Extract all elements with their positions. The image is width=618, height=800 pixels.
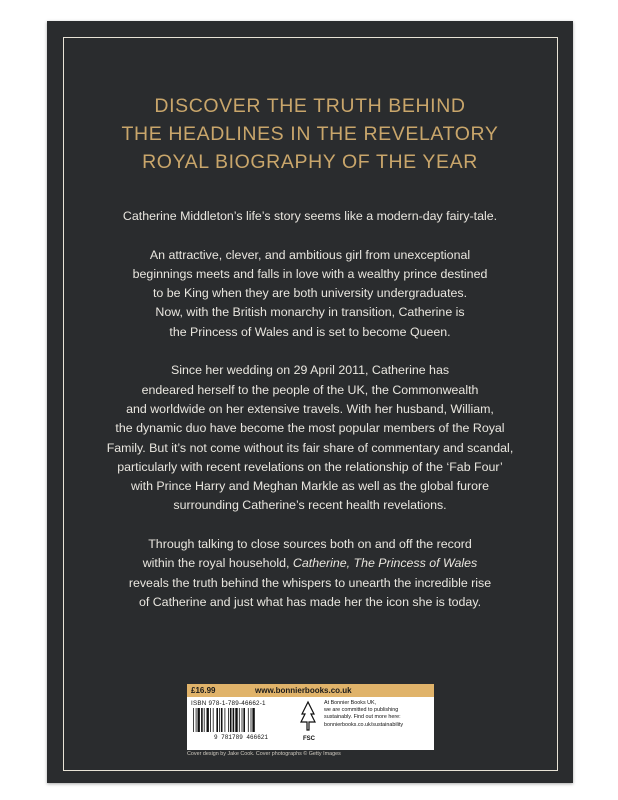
blurb-line: and worldwide on her extensive travels. With her husband, William, <box>126 401 494 416</box>
headline-line: ROYAL BIOGRAPHY OF THE YEAR <box>142 151 478 173</box>
blurb-line: particularly with recent revelations on the relationship of the ‘Fab Four’ <box>117 459 503 474</box>
blurb-line: surrounding Catherine’s recent health revelations. <box>173 498 447 513</box>
blurb-line: the Princess of Wales and is set to become Queen. <box>169 324 451 339</box>
publisher-note <box>324 700 434 729</box>
fsc-tree-icon <box>299 700 317 736</box>
barcode-icon <box>191 708 291 740</box>
blurb <box>71 207 549 632</box>
blurb-text: within the royal household, <box>142 556 293 571</box>
blurb-paragraph-2 <box>71 246 549 342</box>
book-title: Catherine, The Princess of Wales <box>292 556 478 571</box>
publisher-note-line: At Bonnier Books UK, <box>324 700 377 706</box>
publisher-note-line: sustainably. Find out more here: <box>324 714 401 721</box>
blurb-line: Family. But it’s not come without its fair share of commentary and scandal, <box>106 440 514 455</box>
blurb-line: Catherine Middleton’s life’s story seems like a modern-day fairy-tale. <box>122 209 498 223</box>
back-cover <box>47 21 573 783</box>
barcode-digits: 9 781789 466621 <box>213 734 269 740</box>
publisher-note-line: bonnierbooks.co.uk/sustainability <box>324 721 404 728</box>
blurb-line <box>71 554 549 573</box>
headline-line: THE HEADLINES IN THE REVELATORY <box>121 123 499 145</box>
fsc-label: FSC <box>303 736 315 742</box>
blurb-paragraph-4 <box>71 535 549 612</box>
publisher-url: www.bonnierbooks.co.uk <box>255 686 352 695</box>
blurb-line: reveals the truth behind the whispers to unearth the incredible rise <box>128 575 492 590</box>
blurb-line: Now, with the British monarchy in transition, Catherine is <box>155 305 465 320</box>
blurb-line: An attractive, clever, and ambitious girl from unexceptional <box>149 247 471 262</box>
blurb-line: Since her wedding on 29 April 2011, Catherine has <box>170 363 450 378</box>
blurb-line: the dynamic duo have become the most popular members of the Royal <box>115 421 505 436</box>
blurb-paragraph-3 <box>71 361 549 515</box>
publisher-note-line: we are committed to publishing <box>324 707 399 714</box>
blurb-line: Through talking to close sources both on and off the record <box>148 537 472 552</box>
blurb-line: with Prince Harry and Meghan Markle as well as the global furore <box>130 479 490 494</box>
blurb-paragraph-1 <box>71 207 549 226</box>
blurb-line: endeared herself to the people of the UK, the Commonwealth <box>141 382 479 397</box>
blurb-line: beginnings meets and falls in love with a wealthy prince destined <box>132 266 488 281</box>
blurb-line: of Catherine and just what has made her the icon she is today. <box>138 594 482 609</box>
barcode-panel <box>187 684 434 750</box>
price-strip <box>187 684 434 697</box>
price: £16.99 <box>191 686 216 695</box>
headline <box>47 92 573 176</box>
cover-credits: Cover design by Jake Cook. Cover photographs © Getty Images <box>187 751 341 757</box>
blurb-line: to be King when they are both university undergraduates. <box>152 286 468 301</box>
headline-line: DISCOVER THE TRUTH BEHIND <box>154 95 466 117</box>
isbn: ISBN 978-1-789-46662-1 <box>191 700 266 707</box>
